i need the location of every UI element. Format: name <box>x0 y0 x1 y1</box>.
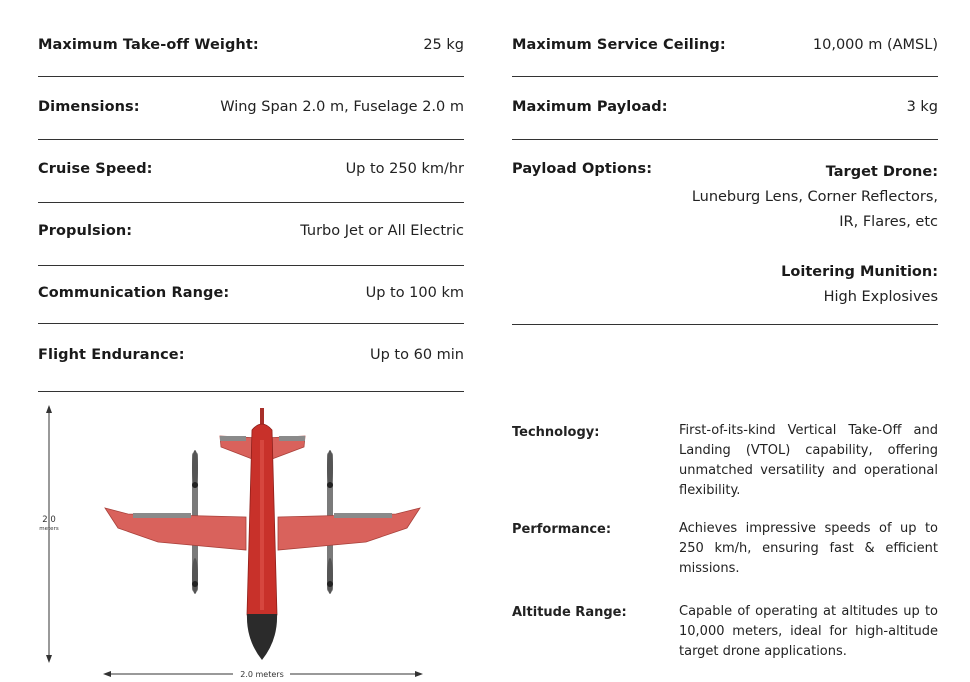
spec-value: 10,000 m (AMSL) <box>812 37 938 53</box>
spec-label: Propulsion: <box>38 223 133 239</box>
width-label: 2.0 meters <box>240 670 284 679</box>
target-drone-line: Luneburg Lens, Corner Reflectors, <box>691 189 938 205</box>
target-drone-heading: Target Drone: <box>825 164 938 180</box>
spec-label: Communication Range: <box>38 285 230 301</box>
height-value: 2.0 <box>42 515 56 525</box>
spec-value: Up to 60 min <box>370 347 464 363</box>
spec-value: Up to 250 km/hr <box>345 161 464 177</box>
divider <box>512 139 938 140</box>
divider <box>38 202 464 203</box>
spec-value: 25 kg <box>423 37 464 53</box>
loitering-heading: Loitering Munition: <box>781 264 938 280</box>
divider <box>512 76 938 77</box>
spec-row-dimensions <box>38 99 464 115</box>
height-dimension-arrow <box>46 405 52 663</box>
spec-row-cruise-speed <box>38 161 464 177</box>
spec-value: Up to 100 km <box>365 285 464 301</box>
spec-row-comm-range <box>38 285 464 301</box>
spec-value: Turbo Jet or All Electric <box>300 223 464 239</box>
feature-text: First-of-its-kind Vertical Take-Off and Landing (VTOL) capability, offering unmatched versatility and operational flexibility. <box>679 423 938 498</box>
spec-row-ceiling <box>512 37 938 53</box>
divider <box>38 391 464 392</box>
payload-details <box>668 160 938 310</box>
feature-label: Altitude Range: <box>512 605 627 620</box>
spec-label: Flight Endurance: <box>38 347 185 363</box>
spec-label: Maximum Payload: <box>512 99 668 115</box>
feature-label: Performance: <box>512 522 612 537</box>
spec-label: Dimensions: <box>38 99 140 115</box>
spec-row-propulsion <box>38 223 464 239</box>
spec-row-mtow <box>38 37 464 53</box>
fuselage <box>247 424 277 660</box>
drone-figure <box>28 400 438 682</box>
height-unit: meters <box>39 526 59 532</box>
feature-label: Technology: <box>512 425 600 440</box>
loitering-line: High Explosives <box>823 289 938 305</box>
feature-technology <box>512 421 938 501</box>
divider <box>38 323 464 324</box>
divider <box>38 265 464 266</box>
drone-illustration <box>28 400 438 682</box>
target-drone-line: IR, Flares, etc <box>839 214 938 230</box>
spec-label: Maximum Service Ceiling: <box>512 37 726 53</box>
spec-row-max-payload <box>512 99 938 115</box>
feature-altitude <box>512 602 938 662</box>
divider <box>38 76 464 77</box>
feature-text: Capable of operating at altitudes up to 10,000 meters, ideal for high-altitude target drone applications. <box>679 604 938 659</box>
divider <box>38 139 464 140</box>
spec-value: Wing Span 2.0 m, Fuselage 2.0 m <box>220 99 464 115</box>
feature-text: Achieves impressive speeds of up to 250 km/h, ensuring fast & efficient missions. <box>679 521 938 576</box>
spec-value: 3 kg <box>906 99 938 115</box>
spec-label: Maximum Take-off Weight: <box>38 37 259 53</box>
divider <box>512 324 938 325</box>
payload-label: Payload Options: <box>512 161 653 177</box>
spec-label: Cruise Speed: <box>38 161 153 177</box>
spec-row-endurance <box>38 347 464 363</box>
feature-performance <box>512 519 938 579</box>
